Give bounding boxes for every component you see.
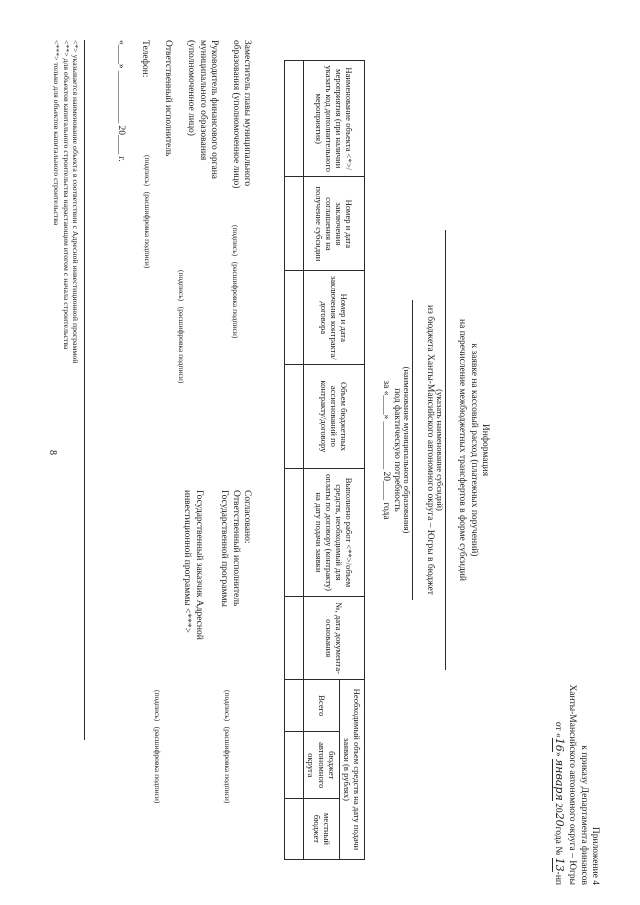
page-number: 8 bbox=[47, 450, 58, 455]
municipality-line bbox=[412, 300, 415, 600]
appendix-order: к приказу Департамента финансов bbox=[578, 745, 589, 885]
header-object-name: Наименование объекта <*>/мероприятия (при наличии указать код дополнительного мероприятия) bbox=[304, 61, 365, 177]
agreed-label: Согласовано: bbox=[242, 490, 252, 544]
title-block bbox=[379, 140, 490, 760]
header-work-done: Выполнено работ <**>/объем средств, необходимый для оплаты по договору (контракту) на дату подачи заявки bbox=[304, 468, 365, 597]
table-header-row bbox=[339, 61, 364, 860]
executor-decode: (расшифровка подписи) bbox=[143, 191, 152, 269]
signature-date: «____» ___________ 20____ г. bbox=[116, 40, 127, 162]
title-line4: из бюджета Ханты-Мансийского автономного округа – Югры в бюджет bbox=[424, 305, 435, 595]
header-total: Всего bbox=[304, 679, 339, 731]
footnote-1: <*> указывается наименование объекта в соответствии с Адресной инвестиционной программой bbox=[71, 40, 80, 364]
customer-decode: (расшифровка подписи) bbox=[153, 726, 162, 804]
appendix-day: 16 bbox=[552, 737, 566, 752]
appendix-date: от «16» января 2020года № 13-нп bbox=[552, 721, 566, 885]
footnote-2: <**> для объектов капитального строительства нарастающим итогом с начала строительства bbox=[61, 40, 71, 350]
request-table bbox=[284, 60, 365, 860]
finance-head-decode: (расшифровка подписи) bbox=[177, 306, 186, 384]
executor-label: Ответственный исполнитель bbox=[163, 40, 174, 157]
title-main: Информация bbox=[480, 423, 490, 477]
deputy-head-decode: (расшифровка подписи) bbox=[231, 261, 240, 339]
finance-head-signature: (подпись) bbox=[177, 270, 186, 302]
customer-signature: (подпись) bbox=[153, 690, 162, 722]
program-executor-decode: (расшифровка подписи) bbox=[223, 726, 232, 804]
appendix-block bbox=[551, 640, 600, 885]
footnote-3: <***> только для объектов капитального строительства bbox=[52, 40, 62, 226]
header-document: №, дата документа-основания bbox=[304, 597, 365, 680]
municipality-caption: (наименование муниципального образования) bbox=[402, 366, 413, 534]
subsidy-caption: (указать наименование субсидий) bbox=[434, 389, 445, 511]
finance-head-label: Руководитель финансового органа муниципального образования (уполномоченное лицо) bbox=[186, 40, 220, 180]
title-line3: на перечисление межбюджетных трансфертов в форме субсидий bbox=[457, 319, 468, 581]
phone-label: Телефон: bbox=[139, 40, 150, 78]
deputy-head-label: Заместитель главы муниципального образования (уполномоченное лицо) bbox=[230, 40, 252, 189]
header-local-budget: местный бюджет bbox=[304, 798, 339, 859]
header-budget-volume: Объем бюджетных ассигнований по контракту/договору bbox=[304, 365, 365, 468]
appendix-region: Ханты-Мансийского автономного округа – Югры bbox=[567, 684, 578, 885]
header-contract: Номер и дата заключения контракта/договора bbox=[304, 271, 365, 365]
subsidy-name-line bbox=[445, 230, 448, 670]
appendix-year: 20 bbox=[552, 812, 566, 827]
appendix-number: 13 bbox=[552, 857, 566, 872]
program-executor-label: Ответственный исполнитель Государственной программы bbox=[219, 490, 241, 607]
executor-signature: (подпись) bbox=[143, 155, 152, 187]
appendix-title: Приложение 4 bbox=[590, 826, 600, 885]
footnotes bbox=[52, 40, 85, 740]
deputy-head-signature: (подпись) bbox=[231, 225, 240, 257]
customer-label: Государственный заказчик Адресной инвестиционной программы <***> bbox=[182, 490, 204, 640]
program-executor-signature: (подпись) bbox=[223, 690, 232, 722]
table-row bbox=[285, 61, 304, 860]
title-line5: под фактическую потребность bbox=[392, 388, 403, 512]
signatures-left bbox=[115, 40, 252, 500]
title-line6: за «____» __________ 20____ года bbox=[380, 380, 391, 520]
title-line2: к заявке на кассовый расход (платежных поручений) bbox=[468, 343, 479, 557]
header-required: Необходимый объем средств на дату подачи заявки (в рублях) bbox=[339, 679, 364, 859]
header-okrug-budget: бюджет автономного округа bbox=[304, 732, 339, 799]
header-agreement: Номер и дата заключения соглашения на получение субсидии bbox=[304, 177, 365, 271]
appendix-month: января bbox=[552, 758, 566, 801]
signatures-right bbox=[153, 490, 252, 860]
